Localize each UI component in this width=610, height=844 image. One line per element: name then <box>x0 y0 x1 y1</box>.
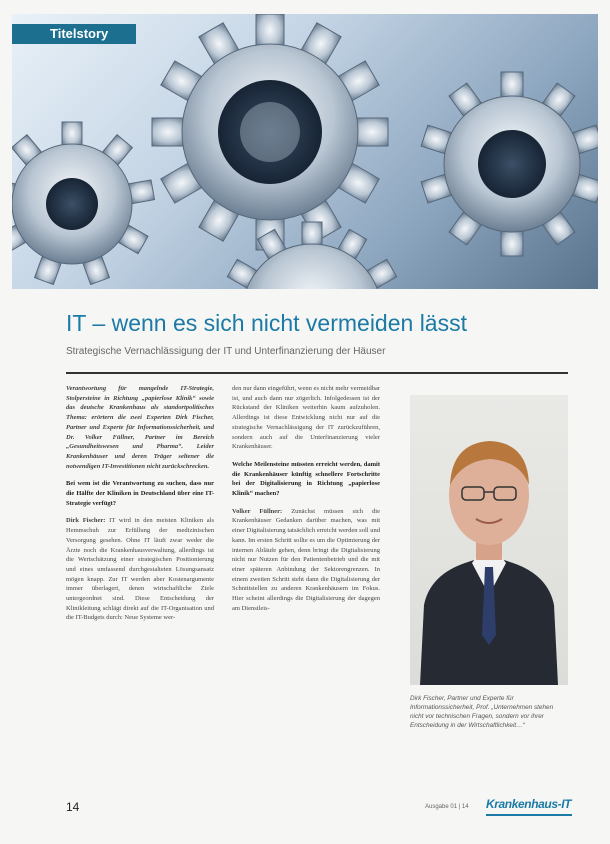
answer-2-speaker: Volker Füllner: <box>232 507 283 515</box>
gears-illustration <box>12 14 598 289</box>
issue-info: Ausgabe 01 | 14 <box>425 804 469 810</box>
gear-bottom <box>227 222 396 289</box>
question-2: Welche Meilensteine müssten erreicht werden, damit die Krankenhäuser künftig schnellere Fortschritte bei der Digitalisierung in Richtung „papierlose Klinik“ machen? <box>232 460 380 498</box>
gear-large <box>152 14 388 250</box>
portrait-illustration <box>410 395 568 685</box>
article-headline: IT – wenn es sich nicht vermeiden lässt <box>66 310 467 336</box>
question-1: Bei wem ist die Verantwortung zu suchen, dass nur die Hälfte der Kliniken in Deutschland über eine IT-Strategie verfügt? <box>66 480 214 507</box>
magazine-logo: Krankenhaus-IT <box>486 797 572 811</box>
answer-1-continued: den nur dann eingeführt, wenn es nicht mehr vermeidbar ist, und auch dann nur zögerlich. Infolgedessen ist der Rückstand der Kliniken weiterhin kaum aufzuholen. Allerdings ist diese Entwicklung nicht nur auf die strategische Vernachlässigung der IT zurückzuführen, sondern auch auf die Unterfinanzierung vieler Krankenhäuser. <box>232 385 380 451</box>
section-tag: Titelstory <box>12 24 136 44</box>
portrait-photo <box>410 395 568 685</box>
logo-underline <box>486 814 572 816</box>
page-number: 14 <box>66 800 80 814</box>
headline-divider <box>66 372 568 374</box>
answer-2 <box>232 507 380 614</box>
answer-2-text: Zunächst müssen sich die Krankenhäuser Gedanken darüber machen, was mit einer Digitalisierung tatsächlich erreicht werden soll und kann. Im ersten Schritt sollte es um die Optimierung der internen Abläufe gehen, denn bringt die Digitalisierung nicht nur Nutzen für den Patientenbetrieb und die mit einer späteren Anbindung der Sektorengrenzen. In einem zweiten Schritt steht dann die Digitalisierung der Schnittstellen zu anderen Krankenhäusern im Fokus. Hier scheint allerdings die Digitalisierung der dagegen am Dienstleis- <box>232 507 380 612</box>
gear-left <box>12 122 154 284</box>
photo-caption: Dirk Fischer, Partner und Experte für Informationssicherheit, Prof. „Unternehmen stehen nicht vor technischen Fragen, sondern vor ihrer Entscheidung in der Wirtschaftlichkeit…“ <box>410 695 554 729</box>
gear-right <box>421 72 598 256</box>
article-subheadline: Strategische Vernachlässigung der IT und Unterfinanzierung der Häuser <box>66 346 386 357</box>
text-column-1 <box>66 384 214 631</box>
article-lead: Verantwortung für mangelnde IT-Strategie, Stolpersteine in Richtung „papierlose Klinik“ sowie das deutsche Krankenhaus als standortpolitisches Thema: erörtern die zwei Experten Dirk Fischer, Partner und Experte für Informationssicherheit, und Dr. Volker Füllner, Partner im Bereich „Gesundheitswesen und Pharma“. Leider Krankenhäuser und deren Träger seltener die notwendigen IT-Investitionen nicht zurückschrecken. <box>66 385 214 470</box>
text-column-2 <box>232 384 380 621</box>
answer-1-text: IT wird in den meisten Kliniken als Hemmschuh zur Erfüllung der medizinischen Versorgung gesehen. Ohne IT läuft zwar weder die Ärzte noch die Krankenhausverwaltung, allerdings ist die Wertschätzung einer strategischen Positionierung und eines umfassend durchgestalteten Lösungsansatz mögen knapp. Zur IT werden aber Kostenargumente immer überlagert, denen wirtschaftliche Ziele untergeordnet sind. Diese Entscheidung der Klinikleitung schlägt direkt auf die IT-Organisation und die IT-Budgets durch: Neue Systeme wer- <box>66 517 214 622</box>
hero-image-gears <box>12 14 598 289</box>
answer-1 <box>66 516 214 623</box>
answer-1-speaker: Dirk Fischer: <box>66 517 106 525</box>
